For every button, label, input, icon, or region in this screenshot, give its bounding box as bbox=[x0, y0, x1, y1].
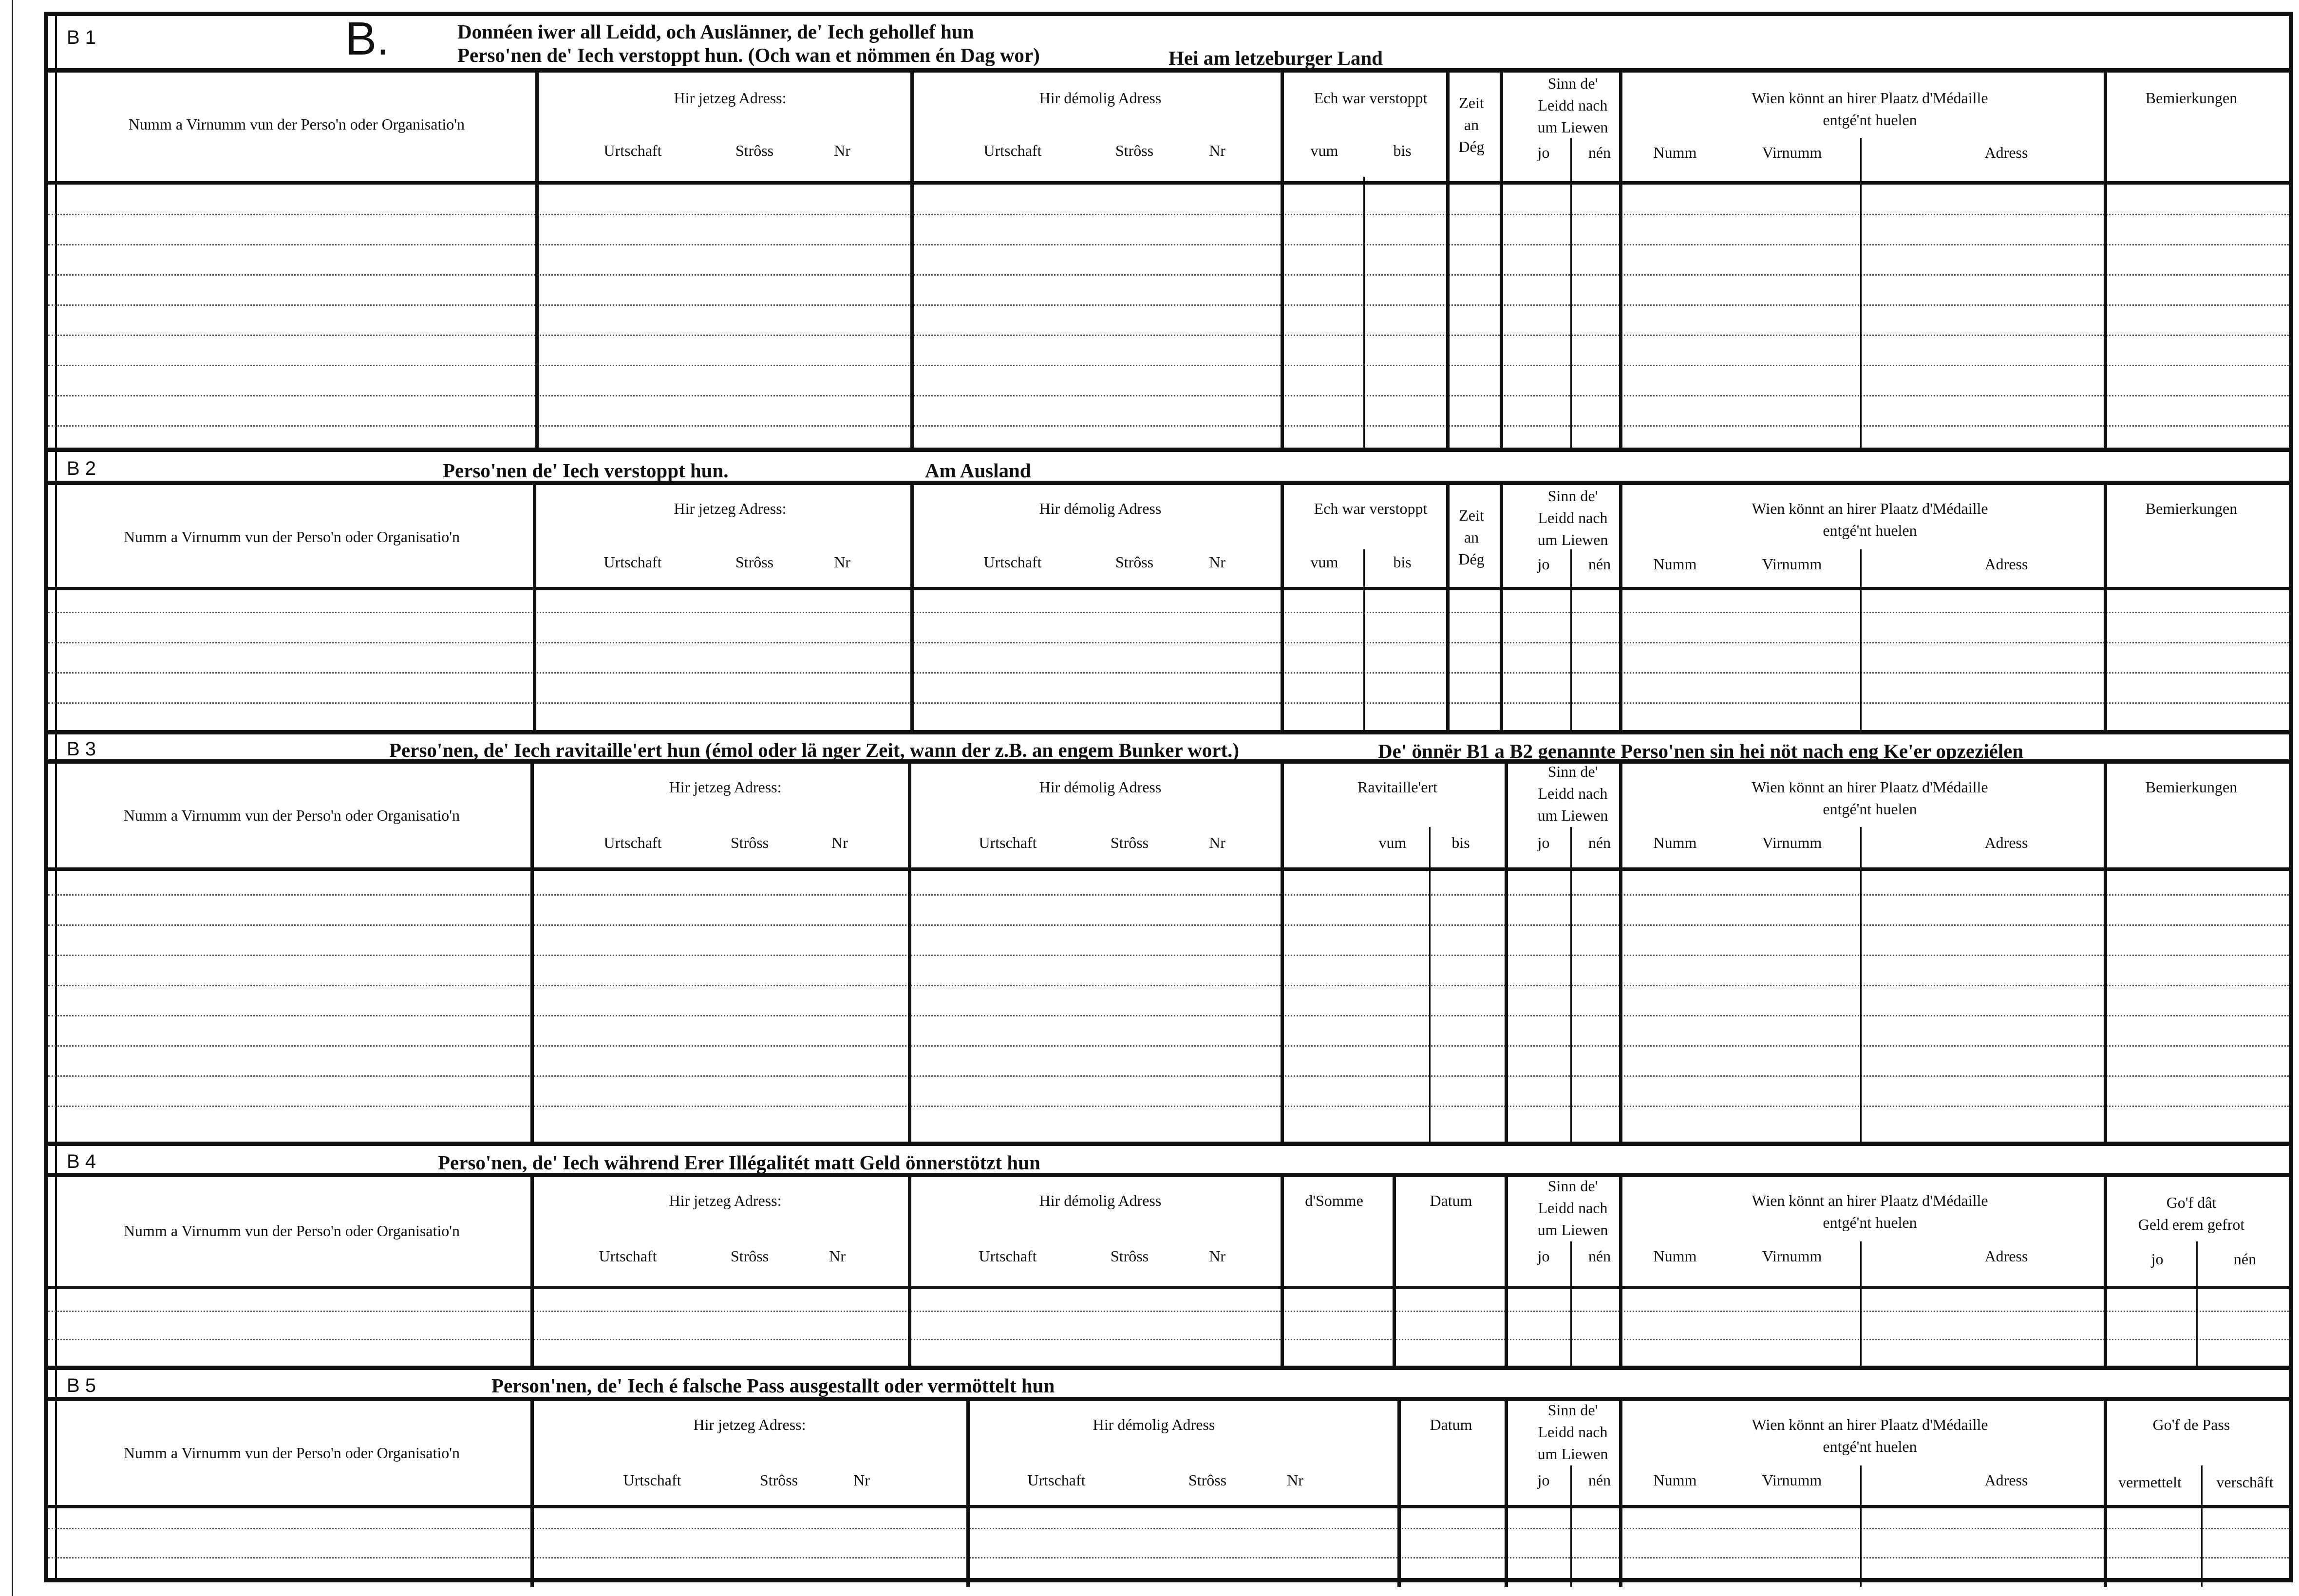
section-code: B 4 bbox=[67, 1151, 96, 1172]
header-former-address: Hir démolig Adress bbox=[1039, 500, 1162, 517]
entry-line[interactable] bbox=[48, 642, 2289, 643]
table-rule bbox=[48, 1142, 2289, 1146]
section-b5 bbox=[48, 1370, 2289, 1587]
header-number: Nr bbox=[1209, 834, 1225, 851]
header-medal bbox=[1752, 1414, 1988, 1458]
header-current-address: Hir jetzeg Adress: bbox=[674, 89, 787, 107]
table-rule bbox=[2104, 485, 2107, 734]
header-street: Strôss bbox=[1110, 1247, 1149, 1265]
header-medal-1: Wien könnt an hirer Plaatz d'Médaille bbox=[1752, 778, 1988, 796]
header-days-2: an bbox=[1464, 115, 1479, 133]
entry-line[interactable] bbox=[48, 1045, 2289, 1047]
header-street: Strôss bbox=[1115, 553, 1154, 571]
header-name: Numm a Virnumm vun der Perso'n oder Organisatio'n bbox=[128, 115, 465, 133]
table-rule bbox=[1570, 827, 1572, 1146]
header-alive bbox=[1538, 1399, 1608, 1465]
header-alive-3: um Liewen bbox=[1537, 806, 1608, 824]
header-days bbox=[1458, 92, 1484, 157]
table-rule bbox=[1619, 764, 1622, 1146]
entry-rows bbox=[48, 185, 2289, 452]
header-yes: jo bbox=[1537, 834, 1550, 851]
header-former-address: Hir démolig Adress bbox=[1039, 1192, 1162, 1209]
header-number: Nr bbox=[1209, 1247, 1225, 1265]
header-medal-1: Wien könnt an hirer Plaatz d'Médaille bbox=[1752, 1192, 1988, 1209]
header-town: Urtschaft bbox=[603, 553, 662, 571]
header-medal-address: Adress bbox=[1984, 1247, 2028, 1265]
header-town: Urtschaft bbox=[603, 834, 662, 851]
header-number: Nr bbox=[834, 142, 850, 159]
header-town: Urtschaft bbox=[603, 142, 662, 159]
header-alive-1: Sinn de' bbox=[1547, 763, 1598, 780]
section-title-line1: Perso'nen, de' Iech während Erer Illégalitét matt Geld önnerstötzt hun bbox=[438, 1151, 1040, 1174]
header-current-address: Hir jetzeg Adress: bbox=[674, 500, 787, 517]
table-rule bbox=[1281, 485, 1284, 734]
column-header-row bbox=[48, 764, 2289, 871]
table-rule bbox=[1505, 1401, 1508, 1587]
table-rule bbox=[48, 1366, 2289, 1370]
header-medal-first: Virnumm bbox=[1762, 144, 1822, 161]
header-money-2: Geld erem gefrot bbox=[2138, 1215, 2245, 1233]
header-days bbox=[1458, 505, 1484, 570]
header-to: bis bbox=[1393, 553, 1412, 571]
column-header-row bbox=[48, 485, 2289, 590]
header-no: nén bbox=[1588, 144, 1611, 161]
header-medal-2: entgé'nt huelen bbox=[1823, 1213, 1917, 1231]
header-number: Nr bbox=[853, 1471, 870, 1489]
section-title-bar bbox=[48, 1146, 2289, 1177]
header-alive-2: Leidd nach bbox=[1538, 1423, 1608, 1441]
header-no: nén bbox=[1588, 1247, 1611, 1265]
table-rule bbox=[1505, 1177, 1508, 1370]
header-former-address: Hir démolig Adress bbox=[1093, 1416, 1215, 1433]
header-current-address: Hir jetzeg Adress: bbox=[693, 1416, 806, 1433]
section-title-line1: Person'nen, de' Iech é falsche Pass ausgestallt oder vermöttelt hun bbox=[491, 1374, 1055, 1397]
table-rule bbox=[1281, 1177, 1284, 1370]
header-from: vum bbox=[1378, 834, 1407, 851]
header-money bbox=[2138, 1192, 2245, 1236]
table-rule bbox=[1860, 138, 1862, 452]
header-yes: jo bbox=[1537, 144, 1550, 161]
section-b4 bbox=[48, 1146, 2289, 1370]
header-former-address: Hir démolig Adress bbox=[1039, 89, 1162, 107]
section-b2 bbox=[48, 452, 2289, 734]
section-b1 bbox=[48, 13, 2289, 452]
header-date: Datum bbox=[1430, 1192, 1472, 1209]
header-remarks: Bemierkungen bbox=[2145, 500, 2238, 517]
entry-line[interactable] bbox=[48, 335, 2289, 336]
header-medal-first: Virnumm bbox=[1762, 1247, 1822, 1265]
header-no: nén bbox=[2233, 1250, 2257, 1268]
header-days-1: Zeit bbox=[1459, 507, 1484, 524]
header-medal bbox=[1752, 1190, 1988, 1234]
section-title-line2: Perso'nen de' Iech verstoppt hun. (Och wan et nömmen én Dag wor) bbox=[457, 44, 1040, 66]
header-former-address: Hir démolig Adress bbox=[1039, 778, 1162, 796]
header-no: nén bbox=[1588, 1471, 1611, 1489]
entry-line[interactable] bbox=[48, 1311, 2289, 1312]
header-medal-name: Numm bbox=[1653, 555, 1697, 573]
table-rule bbox=[1860, 1241, 1862, 1370]
header-medal-address: Adress bbox=[1984, 834, 2028, 851]
table-rule bbox=[1505, 764, 1508, 1146]
table-rule bbox=[910, 73, 914, 452]
header-alive-2: Leidd nach bbox=[1538, 784, 1608, 802]
header-medal-name: Numm bbox=[1653, 1471, 1697, 1489]
section-title-extra: Hei am letzeburger Land bbox=[1168, 47, 1383, 69]
table-rule bbox=[1570, 138, 1572, 452]
column-header-row bbox=[48, 1177, 2289, 1289]
section-code: B 2 bbox=[67, 458, 96, 479]
header-number: Nr bbox=[829, 1247, 846, 1265]
header-sold: verschâft bbox=[2216, 1473, 2274, 1491]
header-alive-3: um Liewen bbox=[1537, 1445, 1608, 1463]
header-days-3: Dég bbox=[1458, 550, 1485, 568]
entry-line[interactable] bbox=[48, 425, 2289, 427]
header-remarks: Bemierkungen bbox=[2145, 89, 2238, 107]
header-yes: jo bbox=[1537, 1471, 1550, 1489]
header-supplied: Ravitaille'ert bbox=[1357, 778, 1437, 796]
table-rule bbox=[1429, 827, 1431, 1146]
entry-line[interactable] bbox=[48, 924, 2289, 926]
header-street: Strôss bbox=[759, 1471, 798, 1489]
header-alive-1: Sinn de' bbox=[1547, 1401, 1598, 1419]
header-medal-address: Adress bbox=[1984, 1471, 2028, 1489]
entry-line[interactable] bbox=[48, 1557, 2289, 1558]
header-days-2: an bbox=[1464, 528, 1479, 546]
table-rule bbox=[1281, 764, 1284, 1146]
table-rule bbox=[1619, 1177, 1622, 1370]
table-rule bbox=[908, 764, 911, 1146]
header-current-address: Hir jetzeg Adress: bbox=[669, 778, 782, 796]
header-yes: jo bbox=[2151, 1250, 2164, 1268]
header-money-1: Go'f dât bbox=[2166, 1194, 2217, 1211]
header-street: Strôss bbox=[735, 553, 774, 571]
entry-line[interactable] bbox=[48, 1106, 2289, 1107]
header-alive-1: Sinn de' bbox=[1547, 75, 1598, 92]
header-medal-1: Wien könnt an hirer Plaatz d'Médaille bbox=[1752, 500, 1988, 517]
section-title-line1: Perso'nen de' Iech verstoppt hun. bbox=[443, 459, 729, 482]
table-rule bbox=[1619, 73, 1622, 452]
header-town: Urtschaft bbox=[983, 553, 1042, 571]
header-number: Nr bbox=[831, 834, 848, 851]
entry-rows bbox=[48, 1289, 2289, 1370]
header-sum: d'Somme bbox=[1305, 1192, 1363, 1209]
table-rule bbox=[2196, 1241, 2198, 1370]
column-header-row bbox=[48, 1401, 2289, 1508]
table-rule bbox=[533, 485, 536, 734]
entry-line[interactable] bbox=[48, 612, 2289, 613]
table-rule bbox=[2104, 1177, 2107, 1370]
header-medal-1: Wien könnt an hirer Plaatz d'Médaille bbox=[1752, 1416, 1988, 1433]
header-medal-1: Wien könnt an hirer Plaatz d'Médaille bbox=[1752, 89, 1988, 107]
page-edge-line bbox=[12, 0, 13, 1596]
header-date: Datum bbox=[1430, 1416, 1472, 1433]
header-alive-1: Sinn de' bbox=[1547, 1177, 1598, 1195]
section-title-bar bbox=[48, 452, 2289, 485]
header-street: Strôss bbox=[1188, 1471, 1227, 1489]
table-rule bbox=[966, 1401, 970, 1587]
table-rule bbox=[1570, 1241, 1572, 1370]
entry-line[interactable] bbox=[48, 702, 2289, 704]
entry-line[interactable] bbox=[48, 1339, 2289, 1340]
section-code: B 3 bbox=[67, 738, 96, 760]
entry-line[interactable] bbox=[48, 1015, 2289, 1016]
header-street: Strôss bbox=[730, 834, 769, 851]
section-title-extra: De' önnër B1 a B2 genannte Perso'nen sin hei nöt nach eng Ke'er opzeziélen bbox=[1378, 740, 2024, 762]
section-b3 bbox=[48, 734, 2289, 1146]
section-title-bar bbox=[48, 13, 2289, 73]
header-days-1: Zeit bbox=[1459, 94, 1484, 112]
header-medal-name: Numm bbox=[1653, 1247, 1697, 1265]
header-from: vum bbox=[1310, 142, 1338, 159]
header-hidden: Ech war verstoppt bbox=[1314, 89, 1428, 107]
table-rule bbox=[2104, 1401, 2107, 1587]
header-medal-name: Numm bbox=[1653, 144, 1697, 161]
header-medal-2: entgé'nt huelen bbox=[1823, 800, 1917, 818]
table-rule bbox=[1860, 827, 1862, 1146]
header-medal-2: entgé'nt huelen bbox=[1823, 111, 1917, 129]
header-alive-2: Leidd nach bbox=[1538, 1199, 1608, 1217]
header-number: Nr bbox=[1209, 142, 1225, 159]
table-rule bbox=[1397, 1401, 1401, 1587]
header-street: Strôss bbox=[1110, 834, 1149, 851]
table-rule bbox=[48, 730, 2289, 734]
entry-line[interactable] bbox=[48, 214, 2289, 215]
header-alive-2: Leidd nach bbox=[1538, 96, 1608, 114]
table-rule bbox=[2201, 1465, 2203, 1587]
header-hidden: Ech war verstoppt bbox=[1314, 500, 1428, 517]
header-town: Urtschaft bbox=[599, 1247, 657, 1265]
table-rule bbox=[48, 448, 2289, 452]
table-rule bbox=[1619, 485, 1622, 734]
header-current-address: Hir jetzeg Adress: bbox=[669, 1192, 782, 1209]
entry-line[interactable] bbox=[48, 672, 2289, 674]
header-name: Numm a Virnumm vun der Perso'n oder Organisatio'n bbox=[123, 807, 460, 824]
table-rule bbox=[1363, 177, 1365, 452]
header-alive-3: um Liewen bbox=[1537, 530, 1608, 548]
header-town: Urtschaft bbox=[983, 142, 1042, 159]
registration-form bbox=[44, 12, 2293, 1582]
section-title-line1: Donnéen iwer all Leidd, och Auslänner, de' Iech gehollef hun bbox=[457, 20, 974, 43]
entry-line[interactable] bbox=[48, 365, 2289, 366]
table-rule bbox=[1446, 73, 1450, 452]
header-medal-2: entgé'nt huelen bbox=[1823, 521, 1917, 539]
entry-line[interactable] bbox=[48, 894, 2289, 896]
header-town: Urtschaft bbox=[979, 1247, 1037, 1265]
header-number: Nr bbox=[1287, 1471, 1303, 1489]
header-alive bbox=[1538, 485, 1608, 550]
section-title-bar bbox=[48, 1370, 2289, 1401]
header-street: Strôss bbox=[1115, 142, 1154, 159]
table-rule bbox=[910, 485, 914, 734]
entry-line[interactable] bbox=[48, 1075, 2289, 1077]
table-rule bbox=[1393, 1177, 1396, 1370]
entry-line[interactable] bbox=[48, 955, 2289, 956]
section-title-extra: Am Ausland bbox=[925, 459, 1031, 482]
header-alive-3: um Liewen bbox=[1537, 118, 1608, 136]
entry-line[interactable] bbox=[48, 1528, 2289, 1529]
header-town: Urtschaft bbox=[623, 1471, 681, 1489]
header-alive bbox=[1538, 1175, 1608, 1240]
header-alive bbox=[1538, 761, 1608, 826]
table-rule bbox=[1570, 1465, 1572, 1587]
table-rule bbox=[1619, 1401, 1622, 1587]
header-to: bis bbox=[1393, 142, 1412, 159]
table-rule bbox=[1570, 549, 1572, 734]
header-medal-2: entgé'nt huelen bbox=[1823, 1437, 1917, 1455]
table-rule bbox=[530, 764, 534, 1146]
header-to: bis bbox=[1451, 834, 1470, 851]
header-yes: jo bbox=[1537, 555, 1550, 573]
table-rule bbox=[1281, 73, 1284, 452]
header-street: Strôss bbox=[735, 142, 774, 159]
header-town: Urtschaft bbox=[1027, 1471, 1086, 1489]
table-rule bbox=[2104, 764, 2107, 1146]
header-from: vum bbox=[1310, 553, 1338, 571]
entry-line[interactable] bbox=[48, 985, 2289, 986]
header-medal-first: Virnumm bbox=[1762, 555, 1822, 573]
header-alive-3: um Liewen bbox=[1537, 1220, 1608, 1239]
header-alive bbox=[1538, 73, 1608, 138]
header-number: Nr bbox=[1209, 553, 1225, 571]
header-medal bbox=[1752, 776, 1988, 820]
header-name: Numm a Virnumm vun der Perso'n oder Organisatio'n bbox=[123, 1444, 460, 1462]
table-rule bbox=[530, 1401, 534, 1587]
section-code: B 5 bbox=[67, 1375, 96, 1396]
header-remarks: Bemierkungen bbox=[2145, 778, 2238, 796]
table-rule bbox=[1363, 549, 1365, 734]
header-medal-address: Adress bbox=[1984, 144, 2028, 161]
header-pass: Go'f de Pass bbox=[2152, 1416, 2230, 1433]
entry-line[interactable] bbox=[48, 395, 2289, 396]
entry-line[interactable] bbox=[48, 274, 2289, 276]
table-rule bbox=[1860, 549, 1862, 734]
header-alive-1: Sinn de' bbox=[1547, 487, 1598, 505]
section-title-line1: Perso'nen, de' Iech ravitaille'ert hun (émol oder lä nger Zeit, wann der z.B. an engem Bunker wort.) bbox=[389, 739, 1240, 761]
table-rule bbox=[1860, 1465, 1862, 1587]
header-number: Nr bbox=[834, 553, 850, 571]
table-rule bbox=[1500, 485, 1503, 734]
header-medal bbox=[1752, 87, 1988, 131]
header-medal-first: Virnumm bbox=[1762, 834, 1822, 851]
header-medal-address: Adress bbox=[1984, 555, 2028, 573]
entry-rows bbox=[48, 590, 2289, 734]
section-code: B 1 bbox=[67, 27, 96, 48]
header-medal-name: Numm bbox=[1653, 834, 1697, 851]
header-days-3: Dég bbox=[1458, 137, 1485, 155]
table-rule bbox=[535, 73, 539, 452]
entry-line[interactable] bbox=[48, 304, 2289, 306]
table-rule bbox=[908, 1177, 911, 1370]
section-title-bar bbox=[48, 734, 2289, 764]
table-rule bbox=[530, 1177, 534, 1370]
header-medal bbox=[1752, 498, 1988, 542]
header-mediated: vermettelt bbox=[2118, 1473, 2182, 1491]
header-no: nén bbox=[1588, 834, 1611, 851]
header-yes: jo bbox=[1537, 1247, 1550, 1265]
form-letter: B. bbox=[345, 13, 390, 65]
column-header-row bbox=[48, 73, 2289, 185]
header-no: nén bbox=[1588, 555, 1611, 573]
header-medal-first: Virnumm bbox=[1762, 1471, 1822, 1489]
header-street: Strôss bbox=[730, 1247, 769, 1265]
table-rule bbox=[2104, 73, 2107, 452]
header-town: Urtschaft bbox=[979, 834, 1037, 851]
entry-rows bbox=[48, 871, 2289, 1146]
header-name: Numm a Virnumm vun der Perso'n oder Organisatio'n bbox=[123, 528, 460, 545]
table-rule bbox=[1500, 73, 1503, 452]
entry-line[interactable] bbox=[48, 244, 2289, 245]
header-name: Numm a Virnumm vun der Perso'n oder Organisatio'n bbox=[123, 1222, 460, 1239]
table-rule bbox=[1446, 485, 1450, 734]
entry-rows bbox=[48, 1508, 2289, 1587]
header-alive-2: Leidd nach bbox=[1538, 508, 1608, 526]
